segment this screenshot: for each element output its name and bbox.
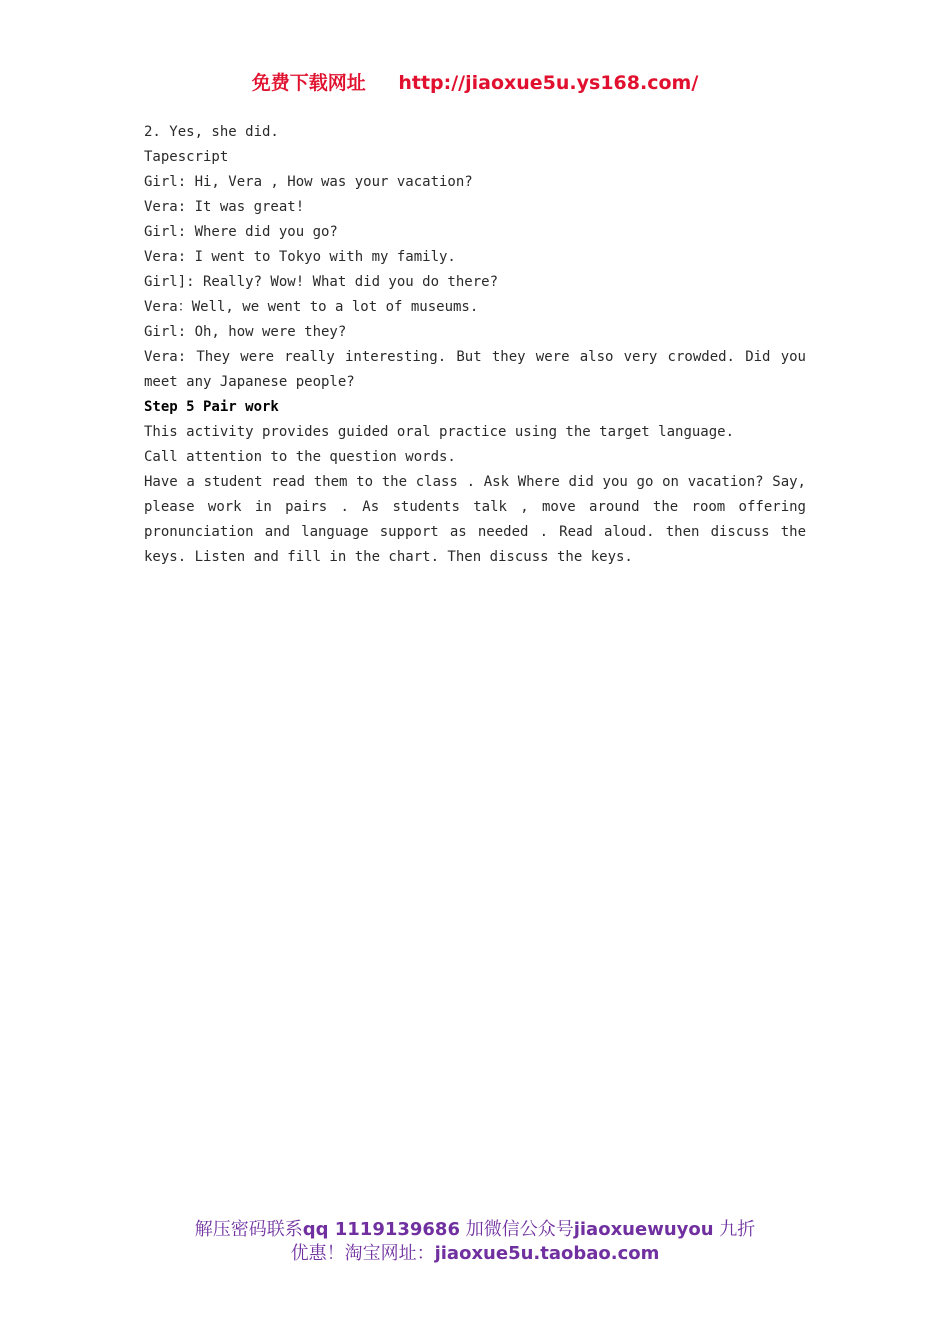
body-paragraph: This activity provides guided oral practice using the target language.: [144, 424, 735, 440]
footer-text: 优惠！淘宝网址：: [290, 1243, 435, 1264]
document-body: [144, 120, 806, 570]
footer-taobao-link[interactable]: jiaoxue5u.taobao.com: [434, 1243, 660, 1264]
answer-line: 2. Yes, she did.: [144, 124, 279, 140]
dialogue-line: Vera：Well, we went to a lot of museums.: [144, 299, 479, 315]
step-heading: Step 5 Pair work: [144, 399, 279, 415]
footer-contact: [0, 1218, 950, 1266]
footer-text: 解压密码联系: [194, 1219, 303, 1240]
footer-line-2: [0, 1242, 950, 1266]
body-paragraph: Call attention to the question words.: [144, 449, 456, 465]
footer-text: 九折: [719, 1219, 756, 1240]
dialogue-line: Girl: Oh, how were they?: [144, 324, 347, 340]
header-download-link: [0, 68, 950, 95]
dialogue-line: Girl: Hi, Vera , How was your vacation?: [144, 174, 473, 190]
dialogue-line: Vera: I went to Tokyo with my family.: [144, 249, 456, 265]
footer-qq: qq 1119139686: [302, 1219, 460, 1240]
dialogue-line: Vera: They were really interesting. But they were also very crowded. Did you meet any Japanese people?: [144, 349, 806, 390]
footer-line-1: [0, 1218, 950, 1242]
footer-wechat-id: jiaoxuewuyou: [573, 1219, 714, 1240]
dialogue-line: Girl]: Really? Wow! What did you do there?: [144, 274, 499, 290]
dialogue-line: Vera: It was great!: [144, 199, 305, 215]
footer-text: 加微信公众号: [465, 1219, 574, 1240]
tapescript-label: Tapescript: [144, 149, 229, 165]
dialogue-line: Girl: Where did you go?: [144, 224, 338, 240]
body-paragraph: Have a student read them to the class . Ask Where did you go on vacation? Say, please work in pairs . As students talk , move around the room offering pronunciation and language support as needed . Read aloud. then discuss the keys. Listen and fill in the chart. Then discuss the keys.: [144, 474, 806, 565]
header-url-link[interactable]: http://jiaoxue5u.ys168.com/: [398, 72, 699, 94]
header-label: 免费下载网址: [251, 72, 366, 94]
